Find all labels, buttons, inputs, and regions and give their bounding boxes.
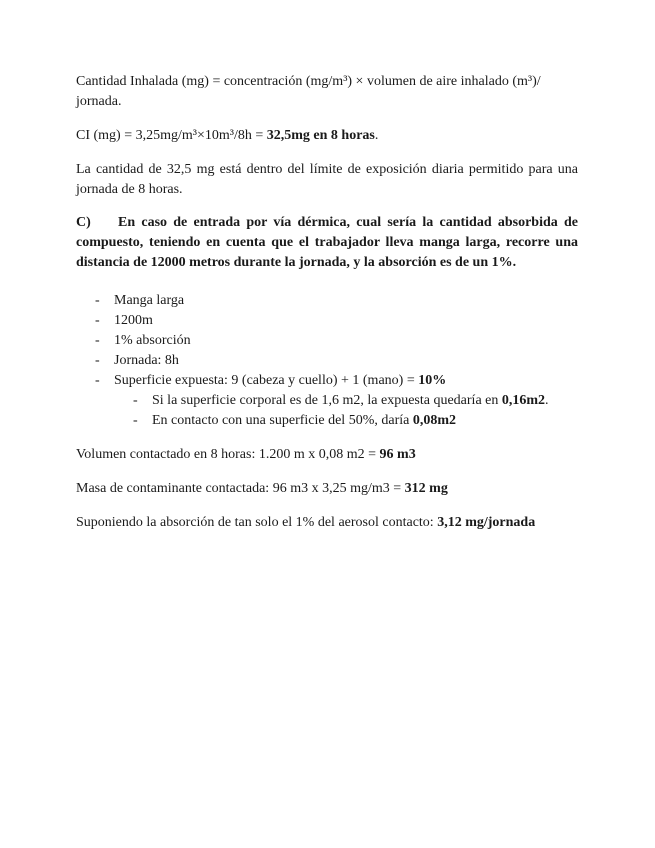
list-item-text: 1% absorción [114, 333, 191, 348]
calculation-result: 3,12 mg/jornada [437, 515, 536, 530]
dash-bullet: - [95, 313, 100, 328]
sub-list-item-text: En contacto con una superficie del 50%, daría [152, 413, 413, 428]
list-item-result: 10% [418, 373, 447, 388]
sub-list-item-result: 0,08m2 [412, 413, 457, 428]
list-item-text: Superficie expuesta: 9 (cabeza y cuello) + 1 (mano) = [114, 373, 419, 388]
list-item-text: Jornada: 8h [114, 353, 179, 368]
dash-bullet: - [133, 393, 138, 408]
calculation-text: Volumen contactado en 8 horas: 1.200 m x 0,08 m2 = [76, 447, 380, 462]
section-c-heading [76, 213, 578, 273]
paragraph-text: Cantidad Inhalada (mg) = concentración (mg/m³) × volumen de aire inhalado (m³)/ jornada. [76, 74, 541, 109]
sub-list-item-suffix: . [545, 393, 549, 408]
parameters-list [76, 291, 578, 431]
list-item [76, 351, 578, 371]
sub-list-item-text: Si la superficie corporal es de 1,6 m2, la expuesta quedaría en [152, 393, 502, 408]
calculation-result: 312 mg [404, 481, 448, 496]
sub-list-item [76, 411, 578, 431]
dash-bullet: - [95, 333, 100, 348]
sub-list [76, 391, 578, 431]
sub-list-item-result: 0,16m2 [501, 393, 546, 408]
calculation-text: CI (mg) = 3,25mg/m³×10m³/8h = [76, 128, 267, 143]
list-item-text: 1200m [114, 313, 153, 328]
inhaled-quantity-formula [76, 72, 578, 112]
dash-bullet: - [95, 293, 100, 308]
list-item [76, 311, 578, 331]
paragraph-text: La cantidad de 32,5 mg está dentro del límite de exposición diaria permitido para una jornada de 8 horas. [76, 162, 578, 197]
dash-bullet: - [95, 353, 100, 368]
document-page [76, 72, 578, 533]
list-item-text: Manga larga [114, 293, 185, 308]
list-item [76, 371, 578, 391]
contaminant-mass-calculation [76, 479, 578, 499]
exposure-limit-conclusion [76, 160, 578, 200]
sub-list-item [76, 391, 578, 411]
dash-bullet: - [133, 413, 138, 428]
section-question: En caso de entrada por vía dérmica, cual sería la cantidad absorbida de compuesto, teniendo en cuenta que el trabajador lleva manga larga, recorre una distancia de 12000 metros durante la jornada, y la absorción es de un 1%. [76, 215, 578, 270]
calculation-result: 32,5mg en 8 horas [266, 128, 375, 143]
dash-bullet: - [95, 373, 100, 388]
list-item [76, 331, 578, 351]
calculation-suffix: . [374, 128, 379, 143]
contact-volume-calculation [76, 445, 578, 465]
list-item [76, 291, 578, 311]
absorption-calculation [76, 513, 578, 533]
section-letter: C) [76, 215, 91, 230]
calculation-text: Masa de contaminante contactada: 96 m3 x 3,25 mg/m3 = [76, 481, 405, 496]
inhaled-quantity-calculation [76, 126, 578, 146]
calculation-result: 96 m3 [379, 447, 416, 462]
calculation-text: Suponiendo la absorción de tan solo el 1% del aerosol contacto: [76, 515, 438, 530]
